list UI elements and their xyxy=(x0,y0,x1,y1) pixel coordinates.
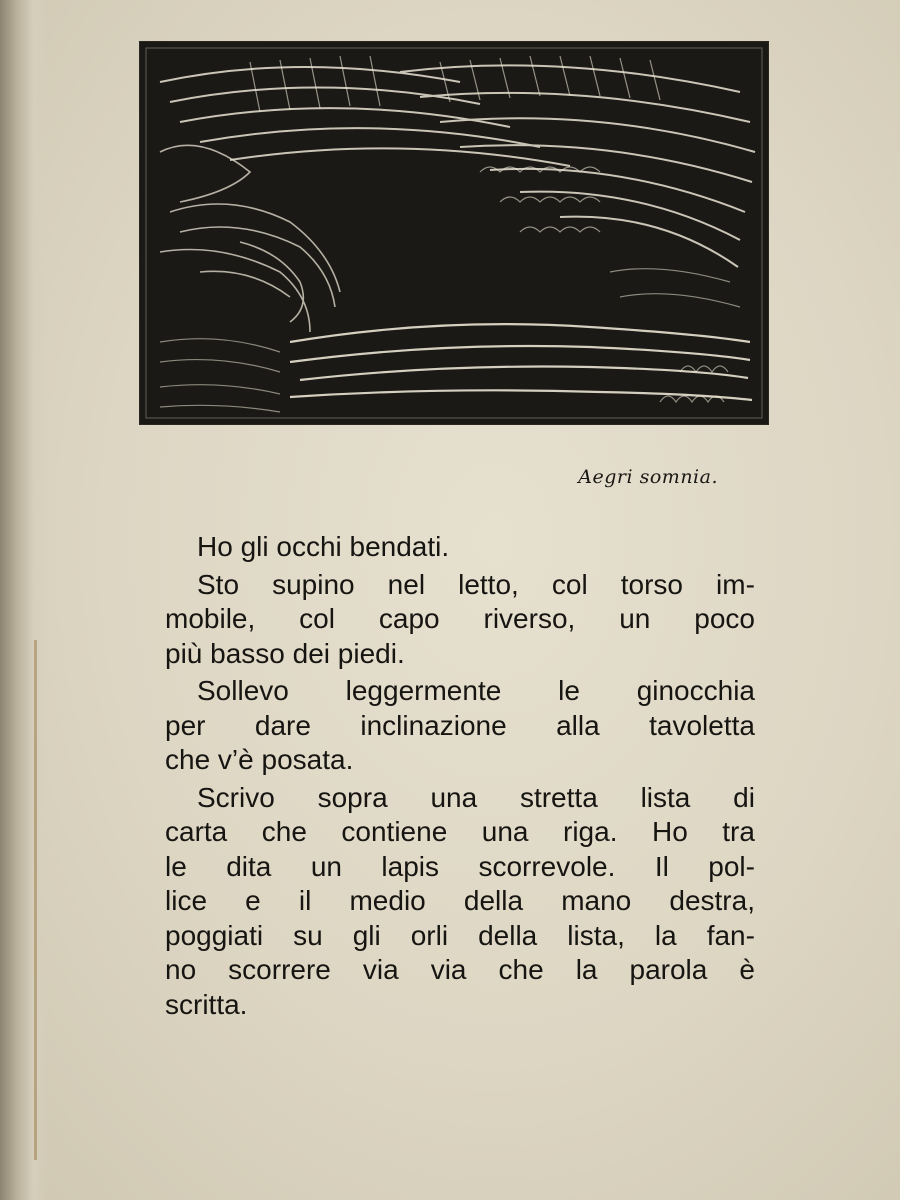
word: la xyxy=(575,954,598,985)
text-line xyxy=(165,884,755,919)
word: letto, xyxy=(458,568,519,600)
text-line: Ho gli occhi bendati. xyxy=(197,531,450,562)
word: poco xyxy=(694,603,755,634)
word: che xyxy=(261,816,307,847)
word: la xyxy=(654,919,677,951)
word: dita xyxy=(226,850,272,882)
word: col xyxy=(299,603,335,634)
word: mano xyxy=(561,885,632,916)
page-edge-stain xyxy=(34,640,37,1160)
word: col xyxy=(551,568,588,600)
word: le xyxy=(558,675,580,706)
word: contiene xyxy=(341,816,448,847)
word: di xyxy=(733,781,755,813)
word: una xyxy=(430,781,478,813)
word: nel xyxy=(387,568,426,600)
text-line: più basso dei piedi. xyxy=(165,637,405,669)
word: della xyxy=(478,919,538,951)
word: Scrivo xyxy=(197,781,275,813)
word: fan- xyxy=(706,919,755,951)
text-line xyxy=(165,781,755,816)
word: un xyxy=(310,850,342,882)
word: im- xyxy=(716,568,755,600)
word: sopra xyxy=(317,781,388,813)
word: inclinazione xyxy=(360,709,507,741)
text-line xyxy=(165,850,755,885)
word: Ho xyxy=(651,816,688,847)
word: leggermente xyxy=(345,675,502,706)
paragraph-1 xyxy=(165,530,755,565)
word: destra, xyxy=(669,885,755,916)
word: lista xyxy=(640,781,691,813)
word: Sto xyxy=(197,568,240,600)
word: lapis xyxy=(381,850,440,882)
word: via xyxy=(362,954,399,985)
text-line: scritta. xyxy=(165,988,248,1020)
word: capo xyxy=(378,603,440,634)
word: alla xyxy=(556,709,600,741)
text-line xyxy=(165,709,755,744)
word: Sollevo xyxy=(197,675,289,706)
word: carta xyxy=(165,816,228,847)
word: stretta xyxy=(519,781,598,813)
paragraph-4 xyxy=(165,781,755,1023)
word: orli xyxy=(410,919,449,951)
word: per xyxy=(165,709,206,741)
paragraph-3 xyxy=(165,674,755,778)
word: poggiati xyxy=(165,919,264,951)
word: gli xyxy=(352,919,381,951)
text-line: che v’è posata. xyxy=(165,744,354,775)
word: medio xyxy=(349,885,426,916)
word: scorrevole. xyxy=(478,850,616,882)
word: tavoletta xyxy=(649,709,755,741)
word: una xyxy=(481,816,529,847)
word: è xyxy=(739,954,755,985)
text-line xyxy=(165,919,755,954)
text-line xyxy=(165,568,755,603)
word: riverso, xyxy=(483,603,576,634)
word: torso xyxy=(620,568,683,600)
word: il xyxy=(298,885,312,916)
text-line xyxy=(165,953,755,988)
word: che xyxy=(498,954,544,985)
text-line xyxy=(165,602,755,637)
text-line xyxy=(165,815,755,850)
text-line xyxy=(165,674,755,709)
illustration-caption: Aegri somnia. xyxy=(578,466,718,488)
paragraph-2 xyxy=(165,568,755,672)
word: della xyxy=(463,885,524,916)
word: riga. xyxy=(563,816,618,847)
word: lista, xyxy=(567,919,625,951)
word: supino xyxy=(272,568,355,600)
word: scorrere xyxy=(228,954,331,985)
word: no xyxy=(165,954,197,985)
word: mobile, xyxy=(165,603,256,634)
word: tra xyxy=(722,816,755,847)
word: via xyxy=(430,954,467,985)
word: le xyxy=(165,850,187,882)
word: e xyxy=(245,885,261,916)
word: un xyxy=(619,603,651,634)
word: su xyxy=(293,919,323,951)
woodcut-illustration xyxy=(140,42,768,424)
word: Il xyxy=(654,850,669,882)
word: parola xyxy=(629,954,708,985)
body-text xyxy=(165,530,755,1025)
word: ginocchia xyxy=(636,675,755,706)
word: pol- xyxy=(708,850,755,882)
word: dare xyxy=(254,709,311,741)
woodcut-art xyxy=(140,42,768,424)
page-gutter xyxy=(0,0,48,1200)
word: lice xyxy=(165,885,208,916)
